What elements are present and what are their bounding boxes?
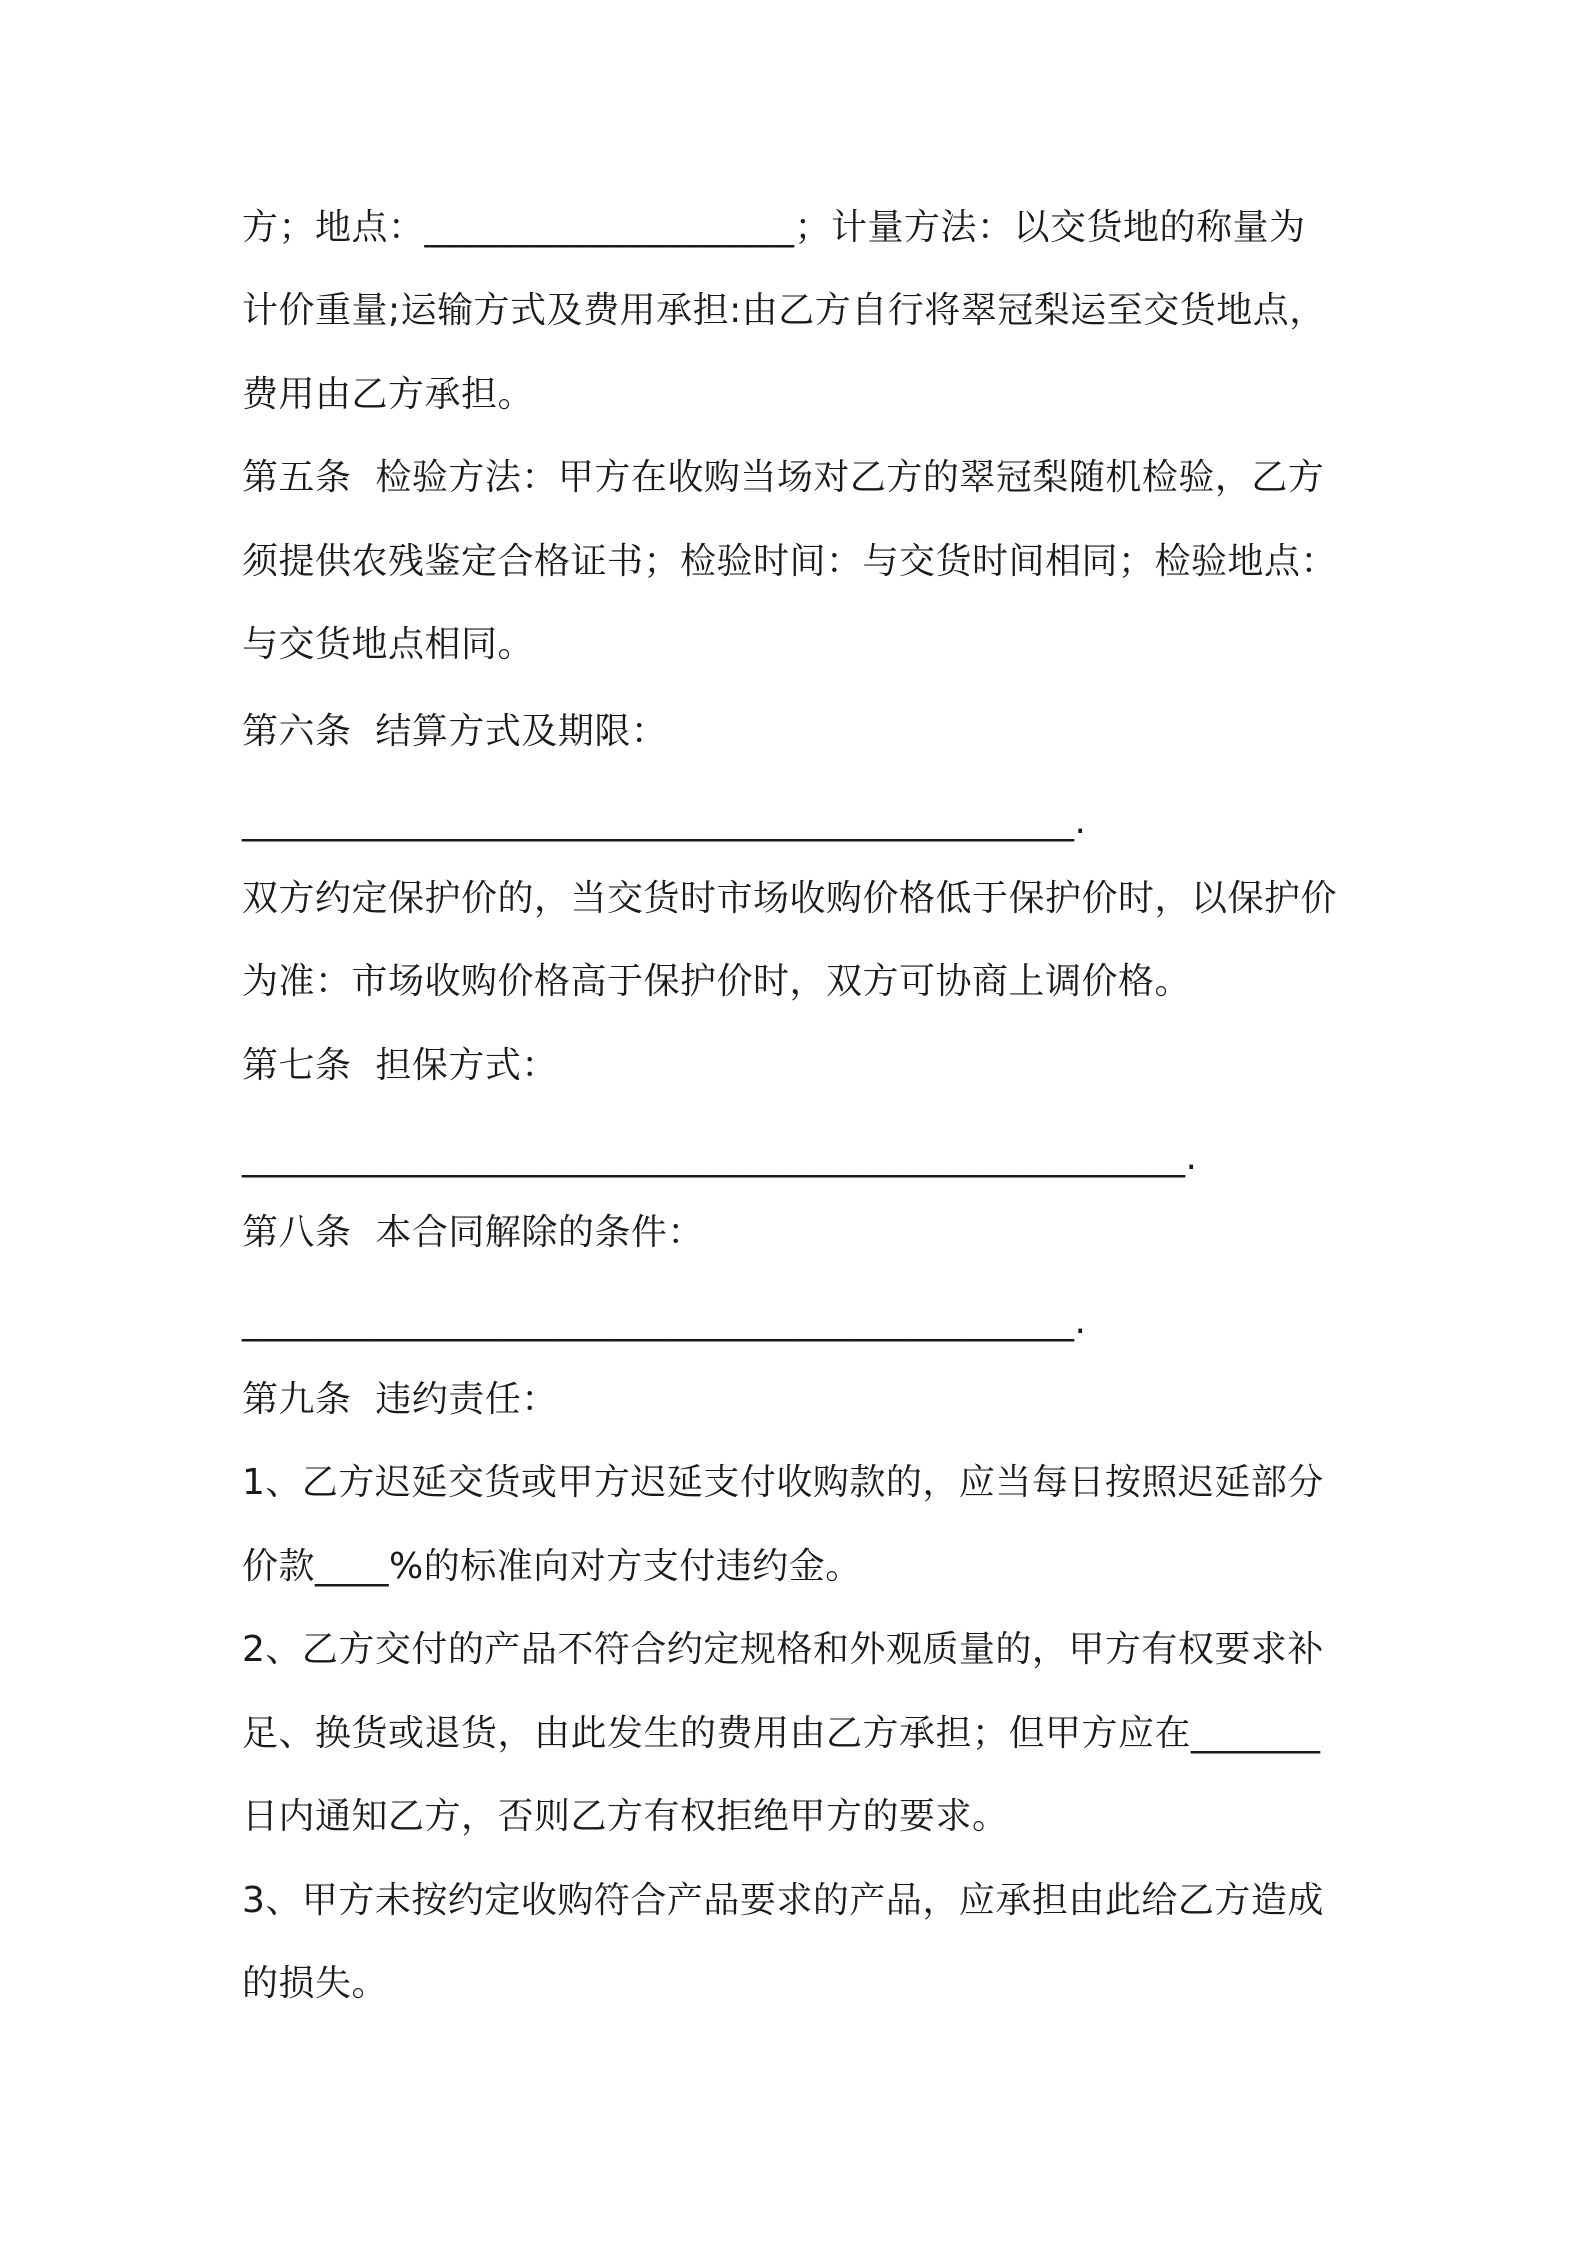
text-line: 计价重量;运输方式及费用承担:由乙方自行将翠冠梨运至交货地点，: [242, 290, 1326, 331]
article-5-heading: 第五条 检验方法：甲方在收购当场对乙方的翠冠梨随机检验，乙方: [242, 457, 1325, 498]
text-line: 3、甲方未按约定收购符合产品要求的产品，应承担由此给乙方造成: [242, 1880, 1324, 1921]
text-line: 价款____%的标准向对方支付违约金。: [242, 1546, 862, 1587]
blank-line: ___________________________________________________.: [242, 1137, 1198, 1178]
article-9-heading: 第九条 违约责任：: [242, 1379, 558, 1420]
blank-line: _____________________________________________.: [242, 801, 1087, 842]
text-line: 2、乙方交付的产品不符合约定规格和外观质量的，甲方有权要求补: [242, 1629, 1324, 1670]
text-line: 须提供农残鉴定合格证书；检验时间：与交货时间相同；检验地点：: [242, 541, 1338, 582]
text-line: 与交货地点相同。: [242, 624, 535, 665]
article-8-heading: 第八条 本合同解除的条件：: [242, 1212, 704, 1253]
text-line: 1、乙方迟延交货或甲方迟延支付收购款的，应当每日按照迟延部分: [242, 1462, 1324, 1503]
article-7-heading: 第七条 担保方式：: [242, 1045, 558, 1086]
article-6-heading: 第六条 结算方式及期限：: [242, 711, 668, 752]
text-line: 双方约定保护价的，当交货时市场收购价格低于保护价时，以保护价: [242, 878, 1338, 919]
text-line: 日内通知乙方，否则乙方有权拒绝甲方的要求。: [242, 1796, 1009, 1837]
text-line: 为准：市场收购价格高于保护价时，双方可协商上调价格。: [242, 961, 1192, 1002]
blank-line: _____________________________________________.: [242, 1301, 1087, 1342]
text-line: 费用由乙方承担。: [242, 374, 535, 415]
text-line: 方；地点：____________________；计量方法：以交货地的称量为: [242, 207, 1306, 248]
text-line: 足、换货或退货，由此发生的费用由乙方承担；但甲方应在_______: [242, 1713, 1321, 1754]
text-line: 的损失。: [242, 1963, 389, 2004]
